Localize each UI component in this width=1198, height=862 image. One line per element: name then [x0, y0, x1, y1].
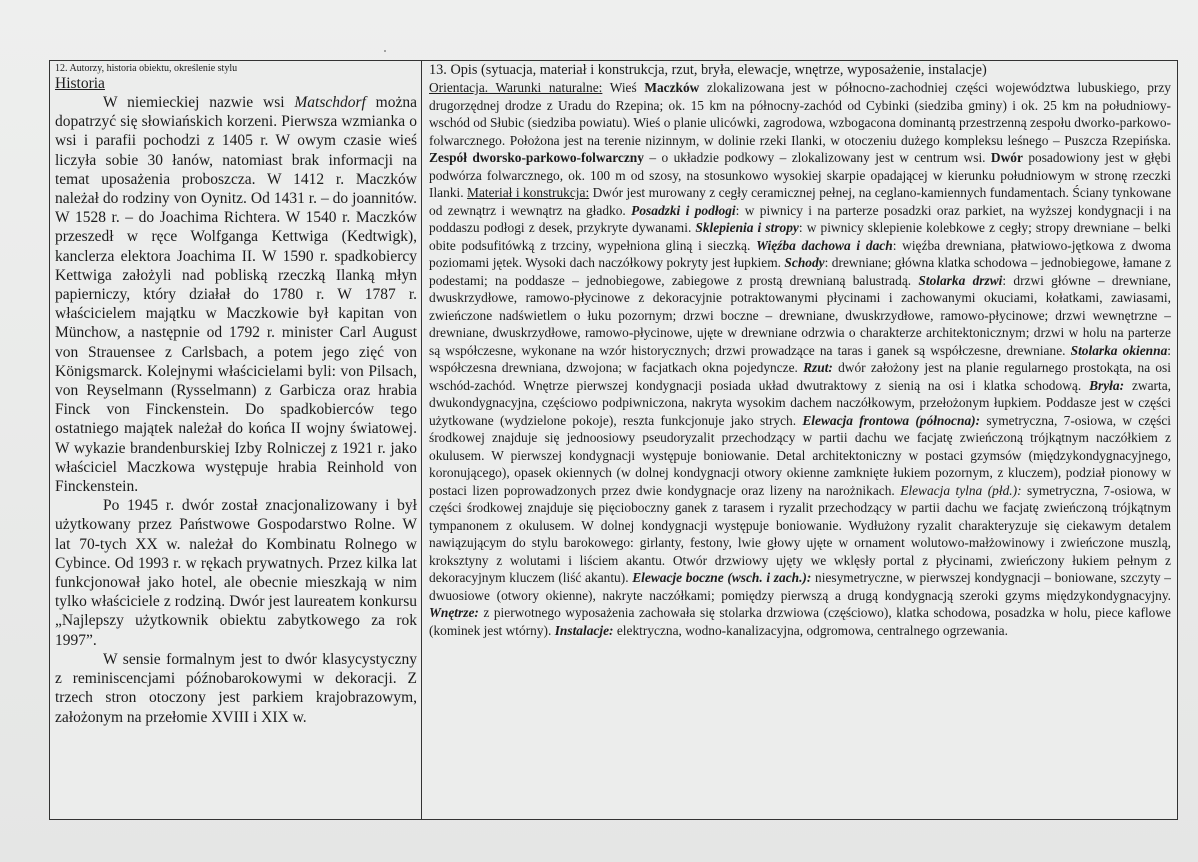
- text-run: Dwór: [990, 150, 1023, 165]
- history-paragraph-3: [55, 650, 417, 727]
- text-run: : współczesna drewniana, dzwojona; w facjatkach okna pojedyncze.: [429, 342, 1172, 375]
- text-run: – o układzie podkowy – zlokalizowany jest w centrum wsi.: [643, 150, 991, 165]
- text-run: Elewacje boczne (wsch. i zach.):: [632, 570, 812, 585]
- history-paragraph-1: [55, 93, 417, 496]
- text-run: można dopatrzyć się słowiańskich korzeni. Pierwsza wzmianka o wsi i parafii pochodzi z 1405 r. W owym czasie wieś liczyła sobie 30 łanów, natomiast brak informacji na temat uposażenia proboszcza. W 1412 r. Maczków należał do rodziny von Oynitz. Od 1431 r. – do joannitów. W 1528 r. – do Joachima Richtera. W 1540 r. Maczków przeszedł w ręce Wolfganga Kettwiga (Kedtwigk), kanclerza elektora Joachima II. W 1590 r. spadkobiercy Kettwiga założyli nad pobliską rzeczką Ilanką młyn papierniczy, który działał do 1780 r. W 1787 r. właścicielem majątku w Maczkowie był kapitan von Münchow, a następnie od 1792 r. minister Carl August von Strauensee z Carlsbach, a potem jego zięć von Königsmarck. Kolejnymi właścicielami byli: von Pilsach, von Reyselmann (Rysselmann) z Garbicza oraz hrabia Finck von Finckenstein. Do spadkobierców tego ostatniego majątek należał do końca II wojny światowej. W wykazie brandenburskiej Izby Rolniczej z 1921 r. jako właściciel Maczkowa występuje hrabia Reinhold von Finckenstein.: [55, 94, 417, 496]
- text-run: W niemieckiej nazwie wsi: [103, 94, 295, 111]
- text-run: Posadzki i podłogi: [631, 202, 736, 218]
- text-run: : drzwi główne – drewniane, dwuskrzydłowe, ramowo-płycinowe z dekoracyjnie potraktowanymi płycinami i zachowanymi okuciami, kołatkami, zawiasami, zwieńczone nadświetlem o łuku pozornym; drzwi boczne – drewniane, dwuskrzydłowe, ramowo-płycinowe; drzwi wewnętrzne – drewniane, dwuskrzydłowe, ramowo-płycinowe, ujęte w drewniane odrzwia o charakterze architektonicznym; drzwi w holu na parterze są współczesne, wykonane na wzór historycznych; drzwi prowadzące na taras i ganek są współczesne, drewniane.: [429, 272, 1171, 358]
- section-12-label: 12. Autorzy, historia obiektu, określenie stylu: [55, 63, 238, 74]
- text-run: Wnętrze:: [429, 605, 479, 620]
- text-run: Schody: [784, 255, 825, 270]
- text-run: Sklepienia i stropy: [695, 220, 799, 235]
- text-run: Dwór jest murowany z cegły ceramicznej pełnej, na ceglano-kamiennych fundamentach. Ściany tynkowane od zewnątrz i wewnątrz na gładko.: [429, 185, 1172, 218]
- scan-artifact: [384, 50, 386, 52]
- text-run: : więźba drewniana, płatwiowo-jętkowa z dwoma poziomami jętek. Wysoki dach naczółkowy pokryty jest łupkiem.: [429, 237, 1171, 270]
- text-run: Stolarka drzwi: [918, 272, 1003, 288]
- text-run: Bryła:: [1089, 377, 1125, 393]
- text-run: symetryczna, 7-osiowa, w części środkowej znajduje się pięcioboczny ganek z tarasem i ryzalit przechodzący w partii dachu we facjatę zwieńczoną trójkątnym tympanonem z okulusem. W dolnej kondygnacji występuje boniowanie. Wydłużony ryzalit charakteryzuje się ciekawym detalem nawiązującym do stylu barokowego: girlanty, festony, lwie głowy ujęte w ornament wolutowo-małżowinowy i zwieńczone muszlą, kroksztyny z wolutami i liściem akantu. Otwór drzwiowy ujęty we wklęsły portal z płycinami, zwieńczony łukiem pełnym z dekoracyjnym kluczem (liść akantu).: [429, 482, 1171, 585]
- text-run: elektryczna, wodno-kanalizacyjna, odgromowa, centralnego ogrzewania.: [613, 622, 1008, 638]
- text-run: Materiał i konstrukcja:: [467, 185, 590, 200]
- text-run: Maczków: [644, 80, 700, 95]
- text-run: Zespół dworsko-parkowo-folwarczny: [429, 150, 644, 165]
- text-run: : drewniane; główna klatka schodowa – jednobiegowe, łamane z podestami; na poddasze – jednobiegowe, zabiegowe z prostą drewnianą balustradą.: [429, 255, 1171, 288]
- history-title: Historia: [55, 75, 105, 92]
- text-run: Orientacja. Warunki naturalne:: [429, 80, 603, 95]
- text-run: Elewacja frontowa (północna):: [802, 412, 981, 428]
- text-run: zwarta, dwukondygnacyjna, częściowo podpiwniczona, nakryta wysokim dachem naczółkowym, przełożonym łupkiem. Poddasze jest w części użytkowane (wydzielone pokoje), reszta funkcjonuje jako strych.: [429, 377, 1171, 428]
- text-run: W sensie formalnym jest to dwór klasycystyczny z reminiscencjami późnobarokowymi w dekoracji. Z trzech stron otoczony jest parkiem krajobrazowym, założonym na przełomie XVIII i XIX w.: [55, 650, 417, 726]
- text-run: : w piwnicy i na parterze posadzki oraz parkiet, na wyższej kondygnacji i na poddaszu podłogi z desek, przykryte dywanami.: [429, 202, 1171, 235]
- text-run: Więźba dachowa i dach: [756, 237, 893, 253]
- text-run: Instalacje:: [554, 622, 614, 638]
- text-run: symetryczna, 7-osiowa, w części środkowej znajduje się jednoosiowy pseudoryzalit przechodzący w partii dachu we facjatę zwieńczoną trójkątnym naczółkiem z okulusem. W pierwszej kondygnacji występuje boniowanie. Detal architektoniczny w postaci gzymsów (międzykondygnacyjnego, koronującego), opasek okiennych (w dolnej kondygnacji otwory okienne zamknięte łukiem pozornym, z kluczem), podział pionowy w postaci lizen poprowadzonych przez dwie kondygnacje oraz lizeny na narożnikach.: [429, 412, 1171, 498]
- text-run: Po 1945 r. dwór został znacjonalizowany i był użytkowany przez Państwowe Gospodarstwo Rolne. W lat 70-tych XX w. należał do Kombinatu Rolnego w Cybince. Od 1993 r. w rękach prywatnych. Przez kilka lat funkcjonował jako hotel, ale obecnie mieszkają w nim tylko właściciele z rodziną. Dwór jest laureatem konkursu „Najlepszy użytkownik obiektu zabytkowego za rok 1997”.: [55, 497, 417, 649]
- text-run: Wieś: [602, 80, 645, 95]
- text-run: z pierwotnego wyposażenia zachowała się stolarka drzwiowa (częściowo), klatka schodowa, posadzka w holu, piece kaflowe (kominek jest wtórny).: [429, 605, 1171, 638]
- text-run: Stolarka okienna: [1070, 342, 1168, 358]
- record-card-table: [49, 60, 1178, 820]
- text-run: Elewacja tylna (płd.):: [900, 482, 1022, 498]
- text-run: posadowiony jest w głębi podwórza folwarcznego, ok. 100 m od szosy, na stosunkowo wysokiej skarpie opadającej w kierunku południowym w stronę rzeczki Ilanki.: [429, 150, 1171, 200]
- section-13-label: 13. Opis (sytuacja, materiał i konstrukcja, rzut, bryła, elewacje, wnętrze, wyposażenie, instalacje): [429, 62, 987, 78]
- description-column: [422, 61, 1177, 819]
- text-run: zlokalizowana jest w północno-zachodniej części województwa lubuskiego, przy drugorzędnej drodze z Uradu do Rzepina; ok. 15 km na północny-zachód od Cybinki (siedziba gminy) i ok. 25 km na południowy-wschód od Słubic (siedziba powiatu). Wieś o planie ulicówki, zagrodowa, wzbogacona dominantą przestrzenną zespołu dworko-parkowo-folwarcznego. Położona jest na terenie nizinnym, w dolinie rzeki Ilanki, w otoczeniu dużego kompleksu leśnego – Puszcza Rzepińska.: [429, 80, 1171, 148]
- text-run: dwór założony jest na planie regularnego prostokąta, na osi wschód-zachód. Wnętrze pierwszej kondygnacji posiada układ dwutraktowy z sienią na osi i klatka schodową.: [429, 360, 1171, 393]
- history-paragraph-2: [55, 496, 417, 650]
- text-run: Matschdorf: [294, 94, 366, 111]
- text-run: : w piwnicy sklepienie kolebkowe z cegły; stropy drewniane – belki obite podsufitówką z trzciny, wypełniona gliną i sieczką.: [429, 220, 1171, 253]
- text-run: niesymetryczne, w pierwszej kondygnacji – boniowane, szczyty – dwuosiowe (otwory okienne), nakryte naczółkami; pomiędzy pierwszą a drugą kondygnacją szeroki gzyms międzykondygnacyjny.: [429, 570, 1171, 603]
- text-run: Rzut:: [803, 360, 833, 375]
- history-column: [50, 61, 422, 819]
- description-text: [429, 79, 1171, 639]
